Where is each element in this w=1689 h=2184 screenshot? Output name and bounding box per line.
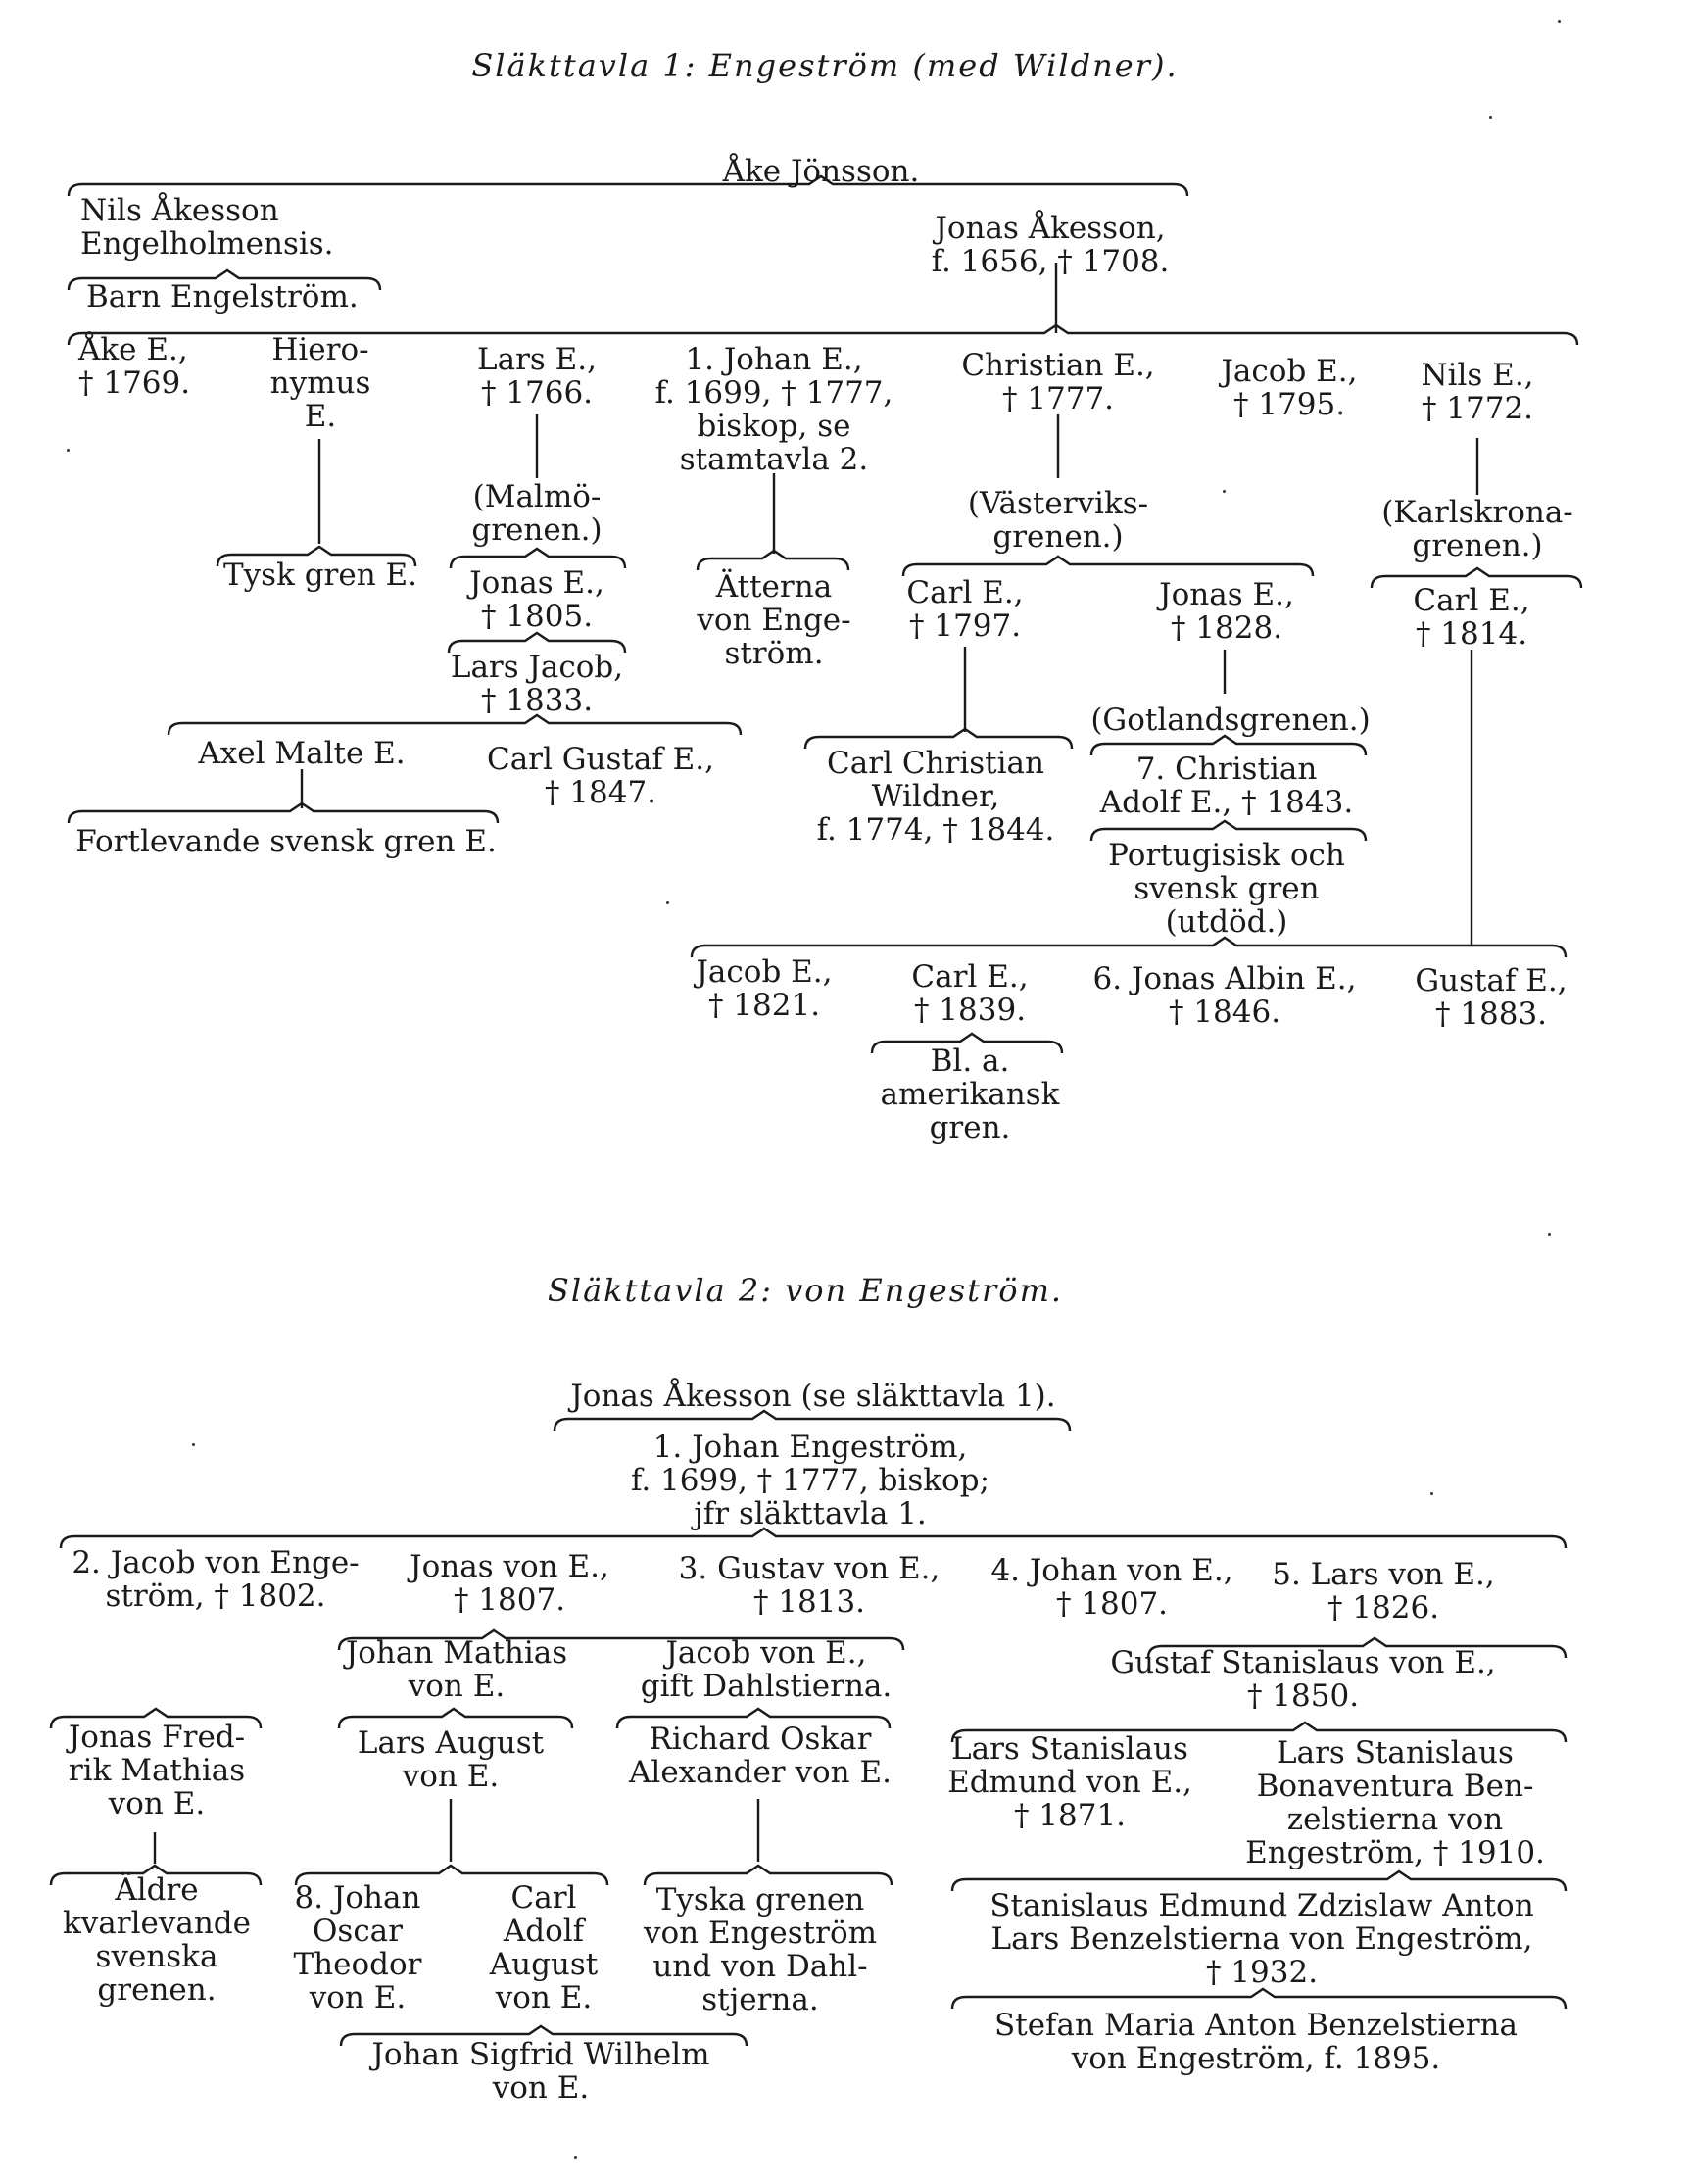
tavla2-title: Släkttavla 2: von Engeström.	[547, 1272, 1064, 1309]
person-nils-1772: Nils E., † 1772.	[1421, 358, 1534, 426]
person-hieronymus: Hiero- nymus E.	[269, 332, 371, 434]
person-jonas-akesson: Jonas Åkesson, f. 1656, † 1708.	[931, 211, 1170, 279]
person-ake-jonsson: Åke Jönsson.	[722, 154, 920, 189]
person-nils-akesson: Nils Åkesson Engelholmensis.	[80, 193, 334, 262]
person-t2-lars-5: 5. Lars von E., † 1826.	[1272, 1557, 1495, 1626]
person-christian-adolf: 7. Christian Adolf E., † 1843.	[1099, 752, 1354, 820]
scan-speck	[666, 901, 669, 904]
brace-t2-stanislaus	[952, 1989, 1566, 2009]
brace-vasterviks	[903, 557, 1313, 576]
person-t2-carl-adolf: Carl Adolf August von E.	[489, 1880, 599, 2015]
label-amerikansk-gren: Bl. a. amerikansk gren.	[880, 1043, 1060, 1145]
person-t2-jonas-1807: Jonas von E., † 1807.	[410, 1549, 609, 1618]
person-t2-gustav-3: 3. Gustav von E., † 1813.	[678, 1551, 941, 1620]
person-johan-1: 1. Johan E., f. 1699, † 1777, biskop, se stamtavla 2.	[654, 342, 893, 477]
label-t2-aldre-grenen: Äldre kvarlevande svenska grenen.	[62, 1872, 252, 2008]
person-lars-e: Lars E., † 1766.	[477, 342, 597, 411]
label-tysk-gren: Tysk gren E.	[222, 558, 418, 593]
label-barn-engelstrom: Barn Engelström.	[86, 279, 359, 315]
scan-speck	[1223, 490, 1226, 493]
scan-speck	[192, 1443, 195, 1446]
person-t2-lars-august: Lars August von E.	[357, 1725, 545, 1794]
person-t2-johan-8: 8. Johan Oscar Theodor von E.	[293, 1880, 422, 2015]
scan-speck	[1548, 1233, 1551, 1236]
label-t2-tyska-grenen: Tyska grenen von Engeström und von Dahl- stjerna.	[643, 1882, 878, 2017]
person-t2-jacob-dahlstierna: Jacob von E., gift Dahlstierna.	[640, 1635, 893, 1704]
person-carl-1839: Carl E., † 1839.	[911, 959, 1029, 1028]
tavla1-title: Släkttavla 1: Engeström (med Wildner).	[471, 47, 1179, 84]
person-jacob-1795: Jacob E., † 1795.	[1221, 354, 1358, 422]
person-jacob-1821: Jacob E., † 1821.	[696, 954, 833, 1023]
label-portugisisk: Portugisisk och svensk gren (utdöd.)	[1108, 838, 1345, 940]
person-t2-richard-oskar: Richard Oskar Alexander von E.	[629, 1722, 892, 1790]
person-t2-stefan-maria: Stefan Maria Anton Benzelstierna von Engeström, f. 1895.	[994, 2008, 1518, 2076]
brace-lars-jacob-children	[169, 715, 741, 735]
scan-speck	[67, 449, 70, 452]
scan-speck	[1489, 116, 1492, 119]
person-christian: Christian E., † 1777.	[961, 348, 1155, 416]
person-carl-gustaf: Carl Gustaf E., † 1847.	[486, 742, 715, 810]
person-t2-johan-mathias: Johan Mathias von E.	[345, 1635, 568, 1704]
scan-speck	[1558, 20, 1561, 23]
person-jonas-albin: 6. Jonas Albin E., † 1846.	[1092, 961, 1357, 1030]
person-t2-johan-4: 4. Johan von E., † 1807.	[990, 1553, 1233, 1622]
person-carl-1797: Carl E., † 1797.	[906, 575, 1024, 644]
label-karlskrona-grenen: (Karlskrona- grenen.)	[1381, 495, 1573, 563]
person-t2-stanislaus-edmund: Stanislaus Edmund Zdzislaw Anton Lars Benzelstierna von Engeström, † 1932.	[989, 1888, 1534, 1990]
person-t2-jonas-akesson: Jonas Åkesson (se släkttavla 1).	[570, 1379, 1056, 1414]
person-lars-jacob: Lars Jacob, † 1833.	[450, 650, 624, 718]
person-t2-johan-1: 1. Johan Engeström, f. 1699, † 1777, biskop; jfr släkttavla 1.	[630, 1430, 990, 1531]
person-t2-jonas-fredrik: Jonas Fred- rik Mathias von E.	[68, 1720, 246, 1821]
person-carl-1814: Carl E., † 1814.	[1413, 583, 1530, 652]
brace-fortlevande	[69, 803, 498, 823]
label-malmo-grenen: (Malmö- grenen.)	[471, 479, 603, 548]
scan-speck	[574, 2156, 577, 2159]
person-t2-jacob-2: 2. Jacob von Enge- ström, † 1802.	[72, 1545, 360, 1614]
person-carl-christian-wildner: Carl Christian Wildner, f. 1774, † 1844.	[816, 746, 1055, 848]
person-t2-lars-edmund: Lars Stanislaus Edmund von E., † 1871.	[947, 1731, 1192, 1833]
scan-speck	[1430, 1492, 1433, 1495]
label-gotlandsgrenen: (Gotlandsgrenen.)	[1090, 703, 1371, 738]
person-jonas-1828: Jonas E., † 1828.	[1159, 577, 1294, 646]
label-atterna: Ätterna von Enge- ström.	[697, 569, 851, 671]
person-t2-gustaf-stanislaus: Gustaf Stanislaus von E., † 1850.	[1110, 1645, 1496, 1714]
person-jonas-1805: Jonas E., † 1805.	[469, 565, 604, 634]
person-t2-lars-bonaventura: Lars Stanislaus Bonaventura Ben- zelstierna von Engeström, † 1910.	[1245, 1735, 1545, 1870]
brace-t2-root	[555, 1411, 1070, 1431]
person-axel-malte: Axel Malte E.	[198, 736, 406, 771]
person-gustaf-1883: Gustaf E., † 1883.	[1415, 963, 1568, 1032]
person-ake-e: Åke E., † 1769.	[78, 332, 191, 401]
person-t2-johan-sigfrid: Johan Sigfrid Wilhelm von E.	[371, 2037, 710, 2106]
label-vasterviks-grenen: (Västerviks- grenen.)	[967, 486, 1149, 555]
label-fortlevande: Fortlevande svensk gren E.	[75, 824, 497, 859]
